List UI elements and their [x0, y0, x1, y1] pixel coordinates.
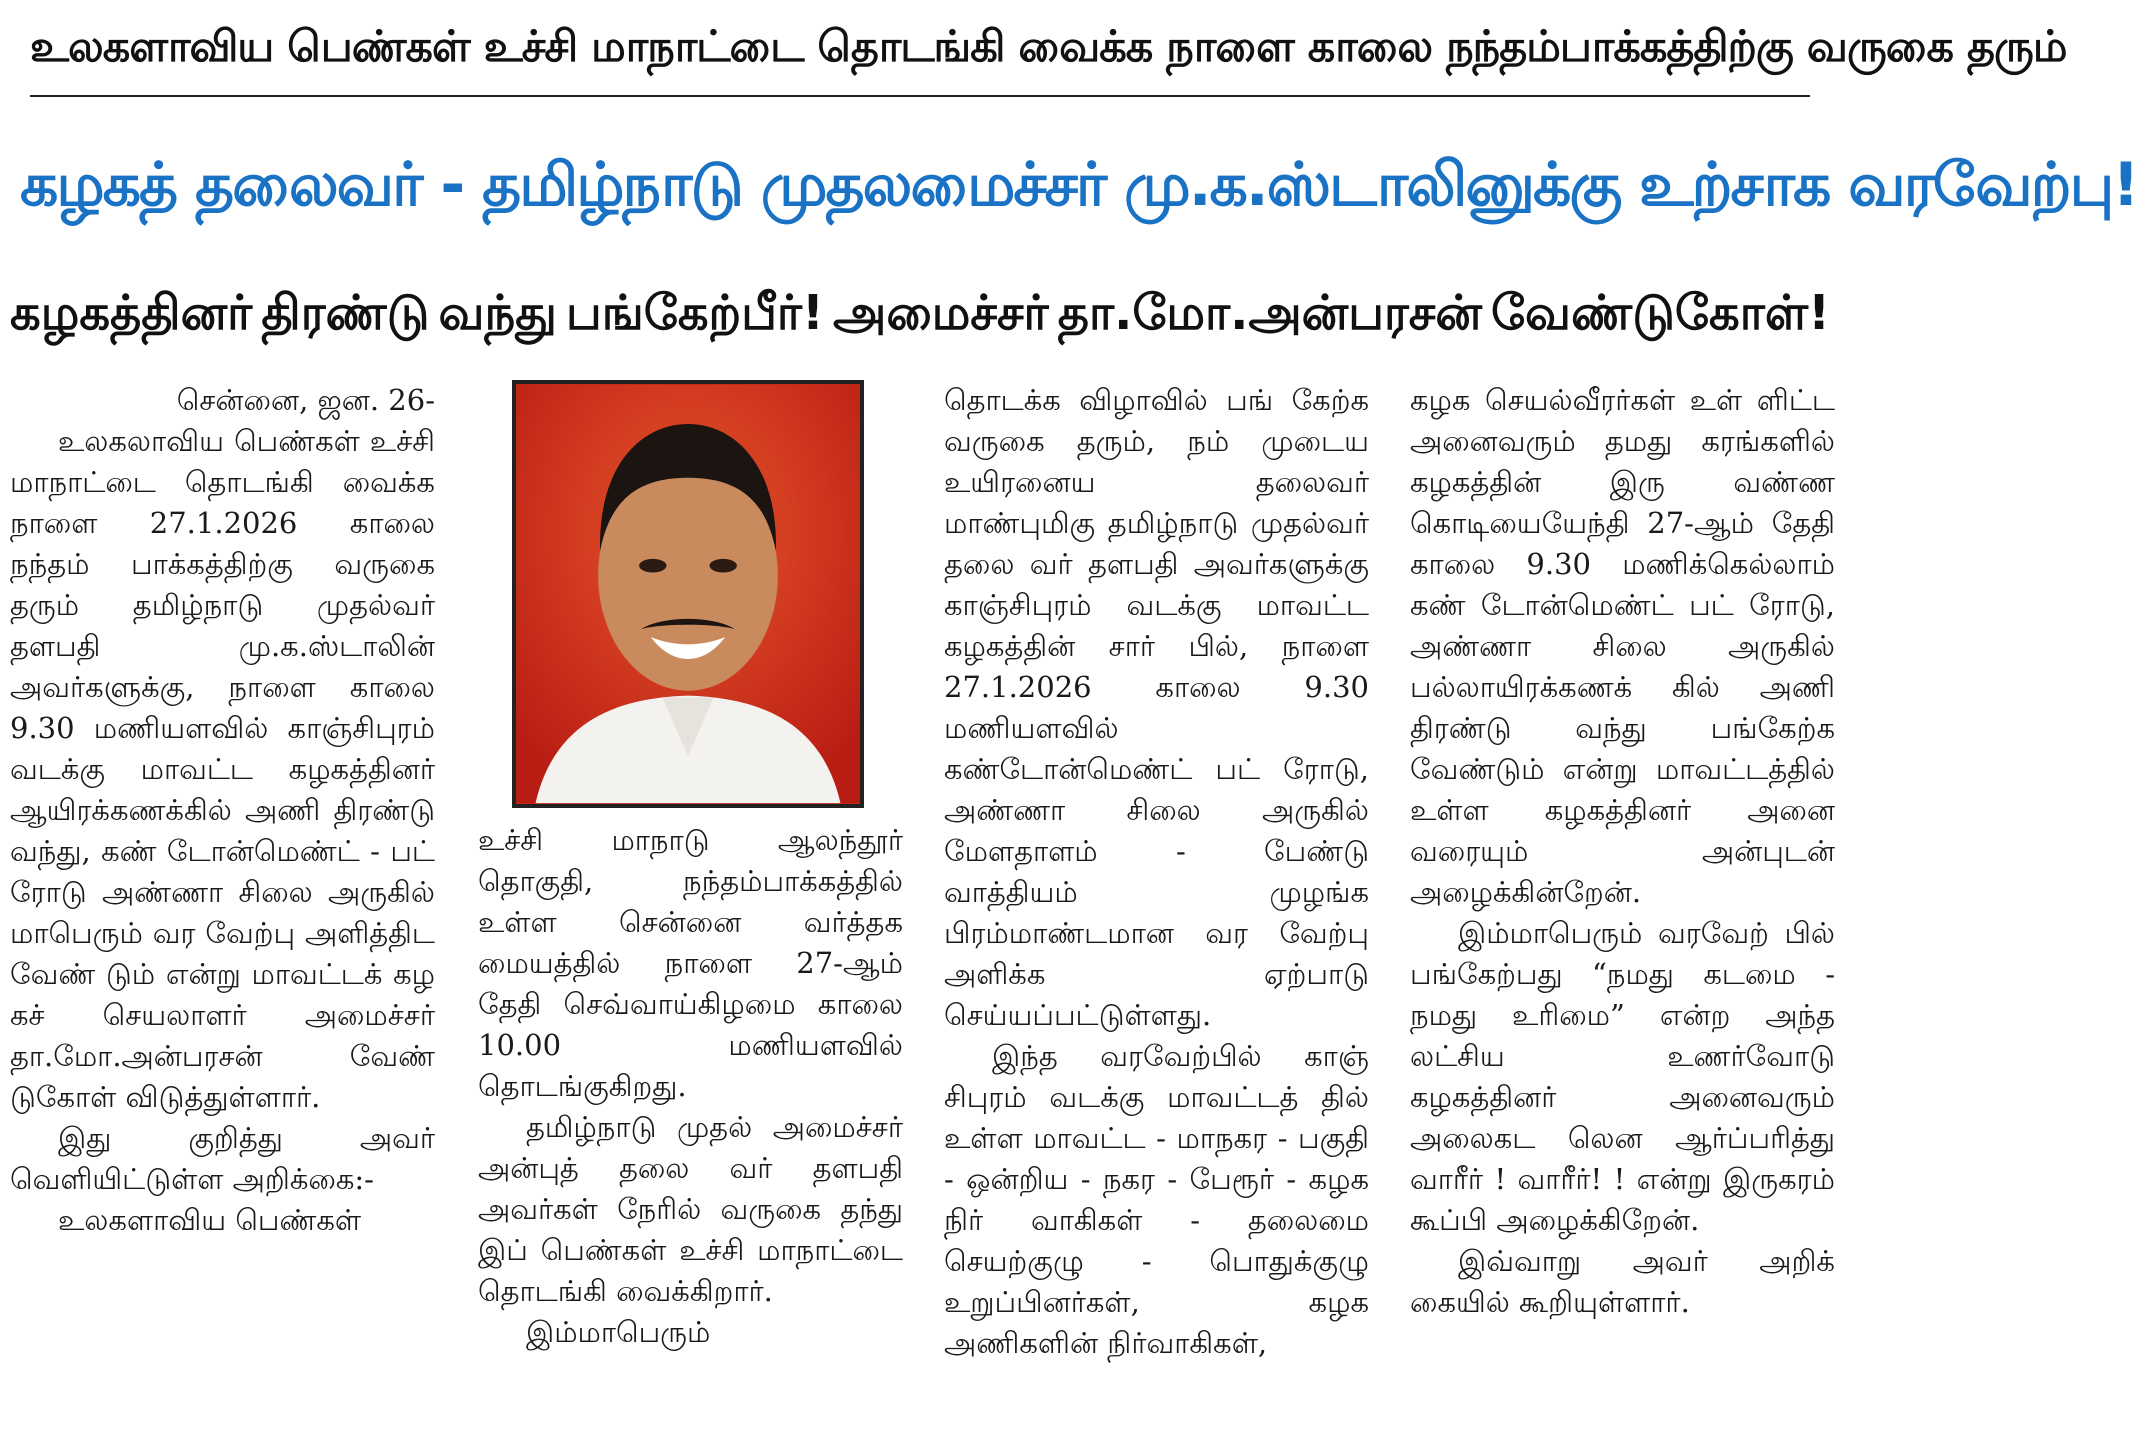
article-column-1 [10, 380, 435, 1241]
divider-rule [30, 95, 1810, 97]
subhead-word: திரண்டு [261, 285, 430, 341]
kicker-line: உலகளாவிய பெண்கள் உச்சி மாநாட்டை தொடங்கி வைக்க நாளை காலை நந்தம்பாக்கத்திற்கு வருகை தரும் [30, 22, 2067, 72]
subhead-word: பங்கேற்பீர்! [565, 285, 824, 341]
paragraph: இந்த வரவேற்பில் காஞ் சிபுரம் வடக்கு மாவட்டத் தில் உள்ள மாவட்ட - மாநகர - பகுதி - ஒன்றிய - நகர - பேரூர் - கழக நிர் வாகிகள் - தலைமை செயற்குழு - பொதுக்குழு உறுப்பினர்கள், கழக அணிகளின் நிர்வாகிகள், [944, 1039, 1369, 1360]
subhead-word: வேண்டுகோள்! [1490, 285, 1830, 341]
paragraph: உலகளாவிய பெண்கள் [58, 1203, 362, 1237]
paragraph: இம்மாபெரும் வரவேற் பில் பங்கேற்பது “நமது கடமை - நமது உரிமை” என்ற அந்த லட்சிய உணர்வோடு கழகத்தினர் அனைவரும் அலைகட லென ஆர்ப்பரித்து வாரீர் ! வாரீர்! ! என்று இருகரம் கூப்பி அழைக்கிறேன். [1410, 916, 1835, 1237]
headline: கழகத் தலைவர் - தமிழ்நாடு முதலமைச்சர் மு.க.ஸ்டாலினுக்கு உற்சாக வரவேற்பு! [20, 150, 2138, 220]
subhead-word: கழகத்தினர் [10, 285, 253, 341]
subhead-word: தா.மோ.அன்பரசன் [1057, 285, 1482, 341]
paragraph: இது குறித்து அவர் வெளியிட்டுள்ள அறிக்கை:- [10, 1121, 435, 1196]
minister-portrait [512, 380, 864, 808]
dateline: சென்னை, ஜன. 26- [176, 383, 435, 417]
paragraph: இம்மாபெரும் [526, 1315, 711, 1349]
paragraph: உலகலாவிய பெண்கள் உச்சி மாநாட்டை தொடங்கி வைக்க நாளை 27.1.2026 காலை நந்தம் பாக்கத்திற்கு வருகை தரும் தமிழ்நாடு முதல்வர் தளபதி மு.க.ஸ்டாலின் அவர்களுக்கு, நாளை காலை 9.30 மணியளவில் காஞ்சிபுரம் வடக்கு மாவட்ட கழகத்தினர் ஆயிரக்கணக்கில் அணி திரண்டு வந்து, கண் டோன்மெண்ட் - பட் ரோடு அண்ணா சிலை அருகில் மாபெரும் வர வேற்பு அளித்திட வேண் டும் என்று மாவட்டக் கழ கச் செயலாளர் அமைச்சர் தா.மோ.அன்பரசன் வேண் டுகோள் விடுத்துள்ளார். [10, 424, 435, 1114]
paragraph: இவ்வாறு அவர் அறிக் கையில் கூறியுள்ளார். [1410, 1244, 1835, 1319]
subheadline [10, 268, 1830, 358]
paragraph: தமிழ்நாடு முதல் அமைச்சர் அன்புத் தலை வர் தளபதி அவர்கள் நேரில் வருகை தந்து இப் பெண்கள் உச்சி மாநாட்டை தொடங்கி வைக்கிறார். [478, 1110, 903, 1308]
paragraph: தொடக்க விழாவில் பங் கேற்க வருகை தரும், நம் முடைய உயிரனைய தலைவர் மாண்புமிகு தமிழ்நாடு முதல்வர் தலை வர் தளபதி அவர்களுக்கு காஞ்சிபுரம் வடக்கு மாவட்ட கழகத்தின் சார் பில், நாளை 27.1.2026 காலை 9.30 மணியளவில் கண்டோன்மெண்ட் பட் ரோடு, அண்ணா சிலை அருகில் மேளதாளம் - பேண்டு வாத்தியம் முழங்க பிரம்மாண்டமான வர வேற்பு அளிக்க ஏற்பாடு செய்யப்பட்டுள்ளது. [944, 383, 1369, 1032]
article-column-4 [1410, 380, 1835, 1323]
paragraph: கழக செயல்வீரர்கள் உள் ளிட்ட அனைவரும் தமது கரங்களில் கழகத்தின் இரு வண்ண கொடியையேந்தி 27-ஆம் தேதி காலை 9.30 மணிக்கெல்லாம் கண் டோன்மெண்ட் பட் ரோடு, அண்ணா சிலை அருகில் பல்லாயிரக்கணக் கில் அணி திரண்டு வந்து பங்கேற்க வேண்டும் என்று மாவட்டத்தில் உள்ள கழகத்தினர் அனை வரையும் அன்புடன் அழைக்கின்றேன். [1410, 383, 1835, 909]
article-column-2 [478, 820, 903, 1353]
subhead-word: வந்து [438, 285, 557, 341]
article-column-3 [944, 380, 1369, 1364]
subhead-word: அமைச்சர் [833, 285, 1049, 341]
portrait-image [516, 384, 860, 804]
paragraph: உச்சி மாநாடு ஆலந்தூர் தொகுதி, நந்தம்பாக்கத்தில் உள்ள சென்னை வர்த்தக மையத்தில் நாளை 27-ஆம் தேதி செவ்வாய்கிழமை காலை 10.00 மணியளவில் தொடங்குகிறது. [478, 823, 903, 1103]
